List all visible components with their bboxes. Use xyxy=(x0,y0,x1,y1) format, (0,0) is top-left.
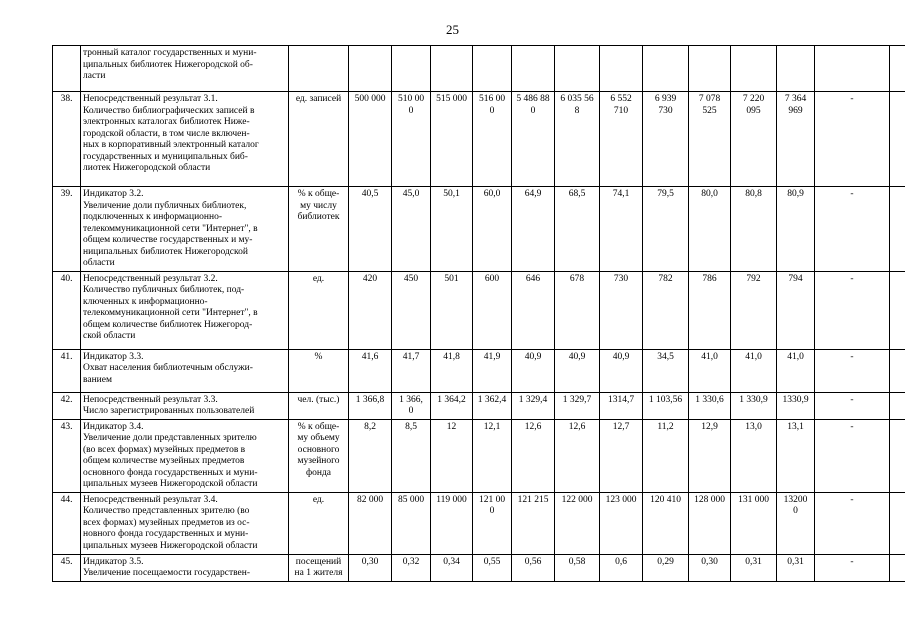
value-cell xyxy=(349,46,392,92)
value-cell: 82 000 xyxy=(349,492,392,554)
value-cell: 120 410 xyxy=(643,492,689,554)
unit-cell: ед. xyxy=(289,492,349,554)
indicator-name-cell: Непосредственный результат 3.1. Количество библиографических записей в электронных каталогах библиотек Ниже- городской области, в том числе включен- ных в корпоративный электронный каталог государственных и муниципальных биб- лиотек Нижегородской области xyxy=(81,92,289,187)
value-cell xyxy=(600,46,643,92)
unit-cell: чел. (тыс.) xyxy=(289,392,349,419)
value-cell: 41,0 xyxy=(777,349,815,392)
value-cell xyxy=(473,46,512,92)
value-cell: 40,9 xyxy=(555,349,600,392)
value-cell xyxy=(392,46,431,92)
table-row xyxy=(53,271,905,349)
unit-cell: посещений на 1 жителя xyxy=(289,554,349,581)
value-cell: 1 366, 0 xyxy=(392,392,431,419)
empty-cell xyxy=(890,187,905,272)
value-cell: 12,1 xyxy=(473,419,512,492)
value-cell: 13200 0 xyxy=(777,492,815,554)
note-cell: - xyxy=(815,392,890,419)
value-cell: 6 552 710 xyxy=(600,92,643,187)
value-cell: 122 000 xyxy=(555,492,600,554)
value-cell: 8,5 xyxy=(392,419,431,492)
value-cell: 7 364 969 xyxy=(777,92,815,187)
value-cell: 0,34 xyxy=(431,554,473,581)
table-row xyxy=(53,92,905,187)
value-cell: 1 330,6 xyxy=(689,392,731,419)
value-cell xyxy=(512,46,555,92)
note-cell: - xyxy=(815,419,890,492)
value-cell: 123 000 xyxy=(600,492,643,554)
table-row xyxy=(53,492,905,554)
indicator-name-cell: Индикатор 3.3. Охват населения библиотечным обслужи- ванием xyxy=(81,349,289,392)
row-number-cell: 41. xyxy=(53,349,81,392)
value-cell: 40,9 xyxy=(600,349,643,392)
value-cell xyxy=(431,46,473,92)
value-cell: 68,5 xyxy=(555,187,600,272)
empty-cell xyxy=(890,492,905,554)
value-cell: 41,7 xyxy=(392,349,431,392)
unit-cell: % к обще- му объему основного музейного фонда xyxy=(289,419,349,492)
value-cell: 1 329,7 xyxy=(555,392,600,419)
value-cell: 0,6 xyxy=(600,554,643,581)
note-cell: - xyxy=(815,92,890,187)
value-cell: 80,8 xyxy=(731,187,777,272)
value-cell: 85 000 xyxy=(392,492,431,554)
value-cell: 13,0 xyxy=(731,419,777,492)
value-cell: 79,5 xyxy=(643,187,689,272)
value-cell xyxy=(777,46,815,92)
value-cell: 41,0 xyxy=(689,349,731,392)
empty-cell xyxy=(890,419,905,492)
value-cell: 0,56 xyxy=(512,554,555,581)
value-cell: 34,5 xyxy=(643,349,689,392)
value-cell: 12,6 xyxy=(512,419,555,492)
note-cell: - xyxy=(815,554,890,581)
value-cell: 5 486 88 0 xyxy=(512,92,555,187)
value-cell: 121 215 xyxy=(512,492,555,554)
value-cell: 794 xyxy=(777,271,815,349)
value-cell: 0,32 xyxy=(392,554,431,581)
value-cell: 1 362,4 xyxy=(473,392,512,419)
value-cell: 40,9 xyxy=(512,349,555,392)
value-cell: 1 103,56 xyxy=(643,392,689,419)
indicators-table xyxy=(52,45,905,582)
value-cell: 420 xyxy=(349,271,392,349)
value-cell: 131 000 xyxy=(731,492,777,554)
value-cell: 74,1 xyxy=(600,187,643,272)
empty-cell xyxy=(890,349,905,392)
value-cell: 786 xyxy=(689,271,731,349)
value-cell: 6 035 56 8 xyxy=(555,92,600,187)
value-cell: 1 329,4 xyxy=(512,392,555,419)
table-row xyxy=(53,46,905,92)
value-cell: 0,30 xyxy=(349,554,392,581)
row-number-cell: 42. xyxy=(53,392,81,419)
row-number-cell: 40. xyxy=(53,271,81,349)
note-cell: - xyxy=(815,187,890,272)
value-cell xyxy=(731,46,777,92)
value-cell: 501 xyxy=(431,271,473,349)
row-number-cell: 39. xyxy=(53,187,81,272)
value-cell xyxy=(689,46,731,92)
value-cell: 41,8 xyxy=(431,349,473,392)
value-cell: 7 078 525 xyxy=(689,92,731,187)
indicator-name-cell: Непосредственный результат 3.4. Количество представленных зрителю (во всех формах) музейных предметов из ос- новного фонда государственных и муни- ципальных музеев Нижегородской области xyxy=(81,492,289,554)
value-cell: 0,31 xyxy=(777,554,815,581)
row-number-cell: 38. xyxy=(53,92,81,187)
table-row xyxy=(53,419,905,492)
value-cell: 41,9 xyxy=(473,349,512,392)
value-cell: 1314,7 xyxy=(600,392,643,419)
value-cell: 60,0 xyxy=(473,187,512,272)
page-number: 25 xyxy=(446,22,459,37)
indicator-name-cell: Индикатор 3.5. Увеличение посещаемости государствен- xyxy=(81,554,289,581)
value-cell: 121 00 0 xyxy=(473,492,512,554)
value-cell xyxy=(555,46,600,92)
row-number-cell: 45. xyxy=(53,554,81,581)
value-cell: 11,2 xyxy=(643,419,689,492)
empty-cell xyxy=(890,271,905,349)
value-cell: 12,6 xyxy=(555,419,600,492)
value-cell: 600 xyxy=(473,271,512,349)
value-cell: 6 939 730 xyxy=(643,92,689,187)
note-cell: - xyxy=(815,492,890,554)
value-cell: 41,0 xyxy=(731,349,777,392)
value-cell: 41,6 xyxy=(349,349,392,392)
row-number-cell: 44. xyxy=(53,492,81,554)
value-cell: 792 xyxy=(731,271,777,349)
table-row xyxy=(53,392,905,419)
value-cell: 0,31 xyxy=(731,554,777,581)
table-row xyxy=(53,349,905,392)
value-cell: 1 364,2 xyxy=(431,392,473,419)
empty-cell xyxy=(890,392,905,419)
empty-cell xyxy=(890,554,905,581)
value-cell: 730 xyxy=(600,271,643,349)
value-cell: 1 330,9 xyxy=(731,392,777,419)
table-row xyxy=(53,554,905,581)
value-cell: 0,55 xyxy=(473,554,512,581)
value-cell: 678 xyxy=(555,271,600,349)
empty-cell xyxy=(890,46,905,92)
value-cell: 128 000 xyxy=(689,492,731,554)
value-cell: 782 xyxy=(643,271,689,349)
value-cell: 80,0 xyxy=(689,187,731,272)
value-cell: 450 xyxy=(392,271,431,349)
value-cell: 0,30 xyxy=(689,554,731,581)
value-cell: 515 000 xyxy=(431,92,473,187)
indicator-name-cell: Непосредственный результат 3.2. Количество публичных библиотек, под- ключенных к информационно- телекоммуникационной сети "Интернет", в общем количестве библиотек Нижегород- ской области xyxy=(81,271,289,349)
indicator-name-cell: Индикатор 3.4. Увеличение доли представленных зрителю (во всех формах) музейных предметов в общем количестве музейных предметов основного фонда государственных и муни- ципальных музеев Нижегородской области xyxy=(81,419,289,492)
value-cell: 8,2 xyxy=(349,419,392,492)
empty-cell xyxy=(890,92,905,187)
indicator-name-cell: Индикатор 3.2. Увеличение доли публичных библиотек, подключенных к информационно- телекоммуникационной сети "Интернет", в общем количестве государственных и му- ниципальных библиотек Нижегородской области xyxy=(81,187,289,272)
value-cell: 80,9 xyxy=(777,187,815,272)
unit-cell xyxy=(289,46,349,92)
unit-cell: % xyxy=(289,349,349,392)
value-cell: 45,0 xyxy=(392,187,431,272)
value-cell xyxy=(643,46,689,92)
value-cell: 7 220 095 xyxy=(731,92,777,187)
value-cell: 12 xyxy=(431,419,473,492)
value-cell: 1 366,8 xyxy=(349,392,392,419)
table-row xyxy=(53,187,905,272)
unit-cell: ед. записей xyxy=(289,92,349,187)
value-cell: 119 000 xyxy=(431,492,473,554)
value-cell: 12,7 xyxy=(600,419,643,492)
value-cell: 0,29 xyxy=(643,554,689,581)
row-number-cell: 43. xyxy=(53,419,81,492)
value-cell: 1330,9 xyxy=(777,392,815,419)
value-cell: 13,1 xyxy=(777,419,815,492)
value-cell: 40,5 xyxy=(349,187,392,272)
value-cell: 0,58 xyxy=(555,554,600,581)
value-cell: 12,9 xyxy=(689,419,731,492)
indicator-name-cell: Непосредственный результат 3.3. Число зарегистрированных пользователей xyxy=(81,392,289,419)
unit-cell: % к обще- му числу библиотек xyxy=(289,187,349,272)
note-cell xyxy=(815,46,890,92)
value-cell: 64,9 xyxy=(512,187,555,272)
note-cell: - xyxy=(815,271,890,349)
row-number-cell xyxy=(53,46,81,92)
value-cell: 646 xyxy=(512,271,555,349)
indicator-name-cell: тронный каталог государственных и муни- ципальных библиотек Нижегородской об- ласти xyxy=(81,46,289,92)
value-cell: 510 00 0 xyxy=(392,92,431,187)
value-cell: 500 000 xyxy=(349,92,392,187)
value-cell: 50,1 xyxy=(431,187,473,272)
unit-cell: ед. xyxy=(289,271,349,349)
note-cell: - xyxy=(815,349,890,392)
value-cell: 516 00 0 xyxy=(473,92,512,187)
